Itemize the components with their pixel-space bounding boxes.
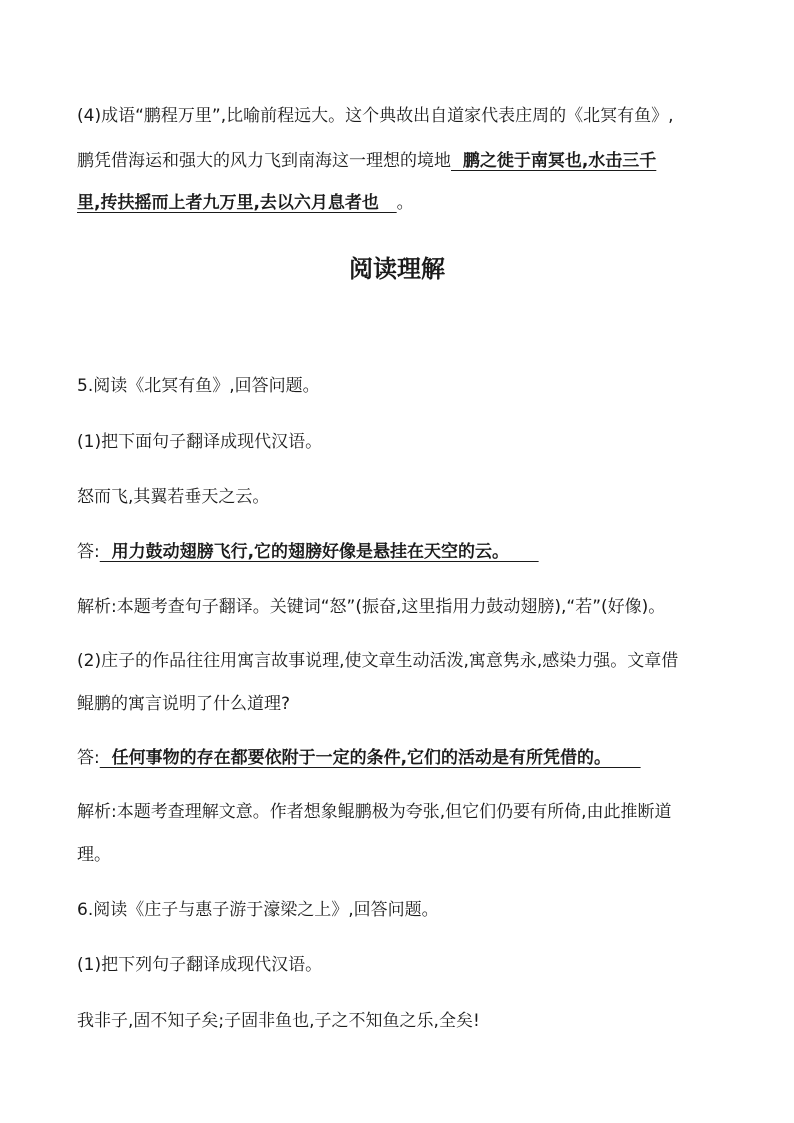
q4-line1 xyxy=(77,104,674,128)
q4-line1-text: (4)成语“鹏程万里”,比喻前程远大。这个典故出自道家代表庄周的《北冥有鱼》, xyxy=(77,106,674,126)
q4-line3 xyxy=(77,191,414,215)
q4-answer-part1: 鹏之徙于南冥也,水击三千 xyxy=(451,151,657,171)
q5-sub2-line1: (2)庄子的作品往往用寓言故事说理,使文章生动活泼,寓意隽永,感染力强。文章借 xyxy=(77,651,679,671)
section-title: 阅读理解 xyxy=(349,255,445,283)
q5-sub2-line2: 鲲鹏的寓言说明了什么道理? xyxy=(77,694,291,714)
q5-sub1: (1)把下面句子翻译成现代汉语。 xyxy=(77,432,323,452)
answer-label: 答: xyxy=(77,748,100,768)
q6-sentence: 我非子,固不知子矣;子固非鱼也,子之不知鱼之乐,全矣! xyxy=(77,1011,480,1031)
q4-answer-part2: 里,抟扶摇而上者九万里,去以六月息者也 xyxy=(77,193,397,213)
q5-answer1 xyxy=(77,540,539,564)
q4-line3-tail: 。 xyxy=(396,193,414,213)
q4-line2-text: 鹏凭借海运和强大的风力飞到南海这一理想的境地 xyxy=(77,151,451,171)
q4-line2 xyxy=(77,149,656,173)
q5-analysis1: 解析:本题考查句子翻译。关键词“怒”(振奋,这里指用力鼓动翅膀),“若”(好像)。 xyxy=(77,597,666,617)
q6-stem: 6.阅读《庄子与惠子游于濠梁之上》,回答问题。 xyxy=(77,900,439,920)
q5-answer2 xyxy=(77,746,641,770)
q5-sentence: 怒而飞,其翼若垂天之云。 xyxy=(77,487,270,507)
answer-label: 答: xyxy=(77,542,100,562)
q5-analysis2-line2: 理。 xyxy=(77,845,111,865)
q5-analysis2-line1: 解析:本题考查理解文意。作者想象鲲鹏极为夸张,但它们仍要有所倚,由此推断道 xyxy=(77,802,672,822)
q6-sub1: (1)把下列句子翻译成现代汉语。 xyxy=(77,955,323,975)
q5-answer2-text: 任何事物的存在都要依附于一定的条件,它们的活动是有所凭借的。 xyxy=(99,748,641,768)
q5-answer1-text: 用力鼓动翅膀飞行,它的翅膀好像是悬挂在天空的云。 xyxy=(99,542,539,562)
q5-stem: 5.阅读《北冥有鱼》,回答问题。 xyxy=(77,376,320,396)
